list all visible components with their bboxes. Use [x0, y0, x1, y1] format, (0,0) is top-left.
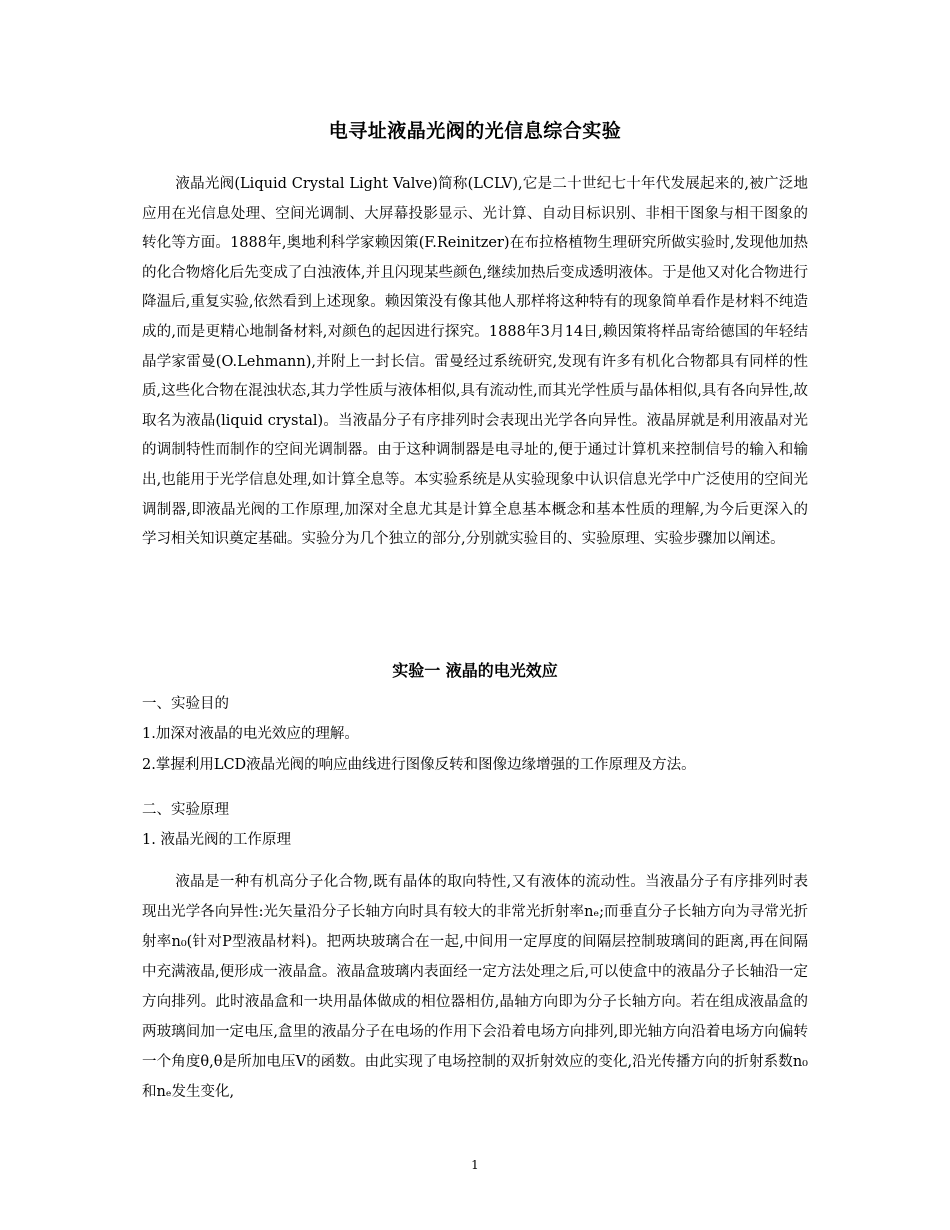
page-number: 1	[471, 1158, 479, 1172]
purpose-item: 2.掌握利用LCD液晶光阀的响应曲线进行图像反转和图像边缘增强的工作原理及方法。	[142, 757, 696, 773]
section-heading: 实验一 液晶的电光效应	[392, 661, 558, 680]
principle-subheading: 1. 液晶光阀的工作原理	[142, 832, 291, 848]
intro-paragraph: 液晶光阀(Liquid Crystal Light Valve)简称(LCLV),它是二十世纪七十年代发展起来的,被广泛地应用在光信息处理、空间光调制、大屏幕投影显示、光计算、自动目标识别、非相干图象与相干图象的转化等方面。1888年,奥地利科学家赖因策(F.Reinitzer)在布拉格植物生理研究所做实验时,发现他加热的化合物熔化后先变成了白浊液体,并且闪现某些颜色,继续加热后变成透明液体。于是他又对化合物进行降温后,重复实验,依然看到上述现象。赖因策没有像其他人那样将这种特有的现象简单看作是材料不纯造成的,而是更精心地制备材料,对颜色的起因进行探究。1888年3月14日,赖因策将样品寄给德国的年轻结晶学家雷曼(O.Lehmann),并附上一封长信。雷曼经过系统研究,发现有许多有机化合物都具有同样的性质,这些化合物在混浊状态,其力学性质与液体相似,具有流动性,而其光学性质与晶体相似,具有各向异性,故取名为液晶(liquid crystal)。当液晶分子有序排列时会表现出光学各向异性。液晶屏就是利用液晶对光的调制特性而制作的空间光调制器。由于这种调制器是电寻址的,便于通过计算机来控制信号的输入和输出,也能用于光学信息处理,如计算全息等。本实验系统是从实验现象中认识信息光学中广泛使用的空间光调制器,即液晶光阀的工作原理,加深对全息尤其是计算全息基本概念和基本性质的理解,为今后更深入的学习相关知识奠定基础。实验分为几个独立的部分,分别就实验目的、实验原理、实验步骤加以阐述。	[142, 176, 808, 548]
principle-paragraph: 液晶是一种有机高分子化合物,既有晶体的取向特性,又有液体的流动性。当液晶分子有序排列时表现出光学各向异性:光矢量沿分子长轴方向时具有较大的非常光折射率nₑ;而垂直分子长轴方向为寻常光折射率n₀(针对P型液晶材料)。把两块玻璃合在一起,中间用一定厚度的间隔层控制玻璃间的距离,再在间隔中充满液晶,便形成一液晶盒。液晶盒玻璃内表面经一定方法处理之后,可以使盒中的液晶分子长轴沿一定方向排列。此时液晶盒和一块用晶体做成的相位器相仿,晶轴方向即为分子长轴方向。若在组成液晶盒的两玻璃间加一定电压,盒里的液晶分子在电场的作用下会沿着电场方向排列,即光轴方向沿着电场方向偏转一个角度θ,θ是所加电压V的函数。由此实现了电场控制的双折射效应的变化,沿光传播方向的折射系数n₀和nₑ发生变化,	[142, 874, 808, 1100]
principle-heading: 二、实验原理	[142, 802, 229, 818]
purpose-item: 1.加深对液晶的电光效应的理解。	[142, 726, 359, 742]
document-title: 电寻址液晶光阀的光信息综合实验	[328, 120, 622, 142]
purpose-heading: 一、实验目的	[142, 696, 229, 712]
